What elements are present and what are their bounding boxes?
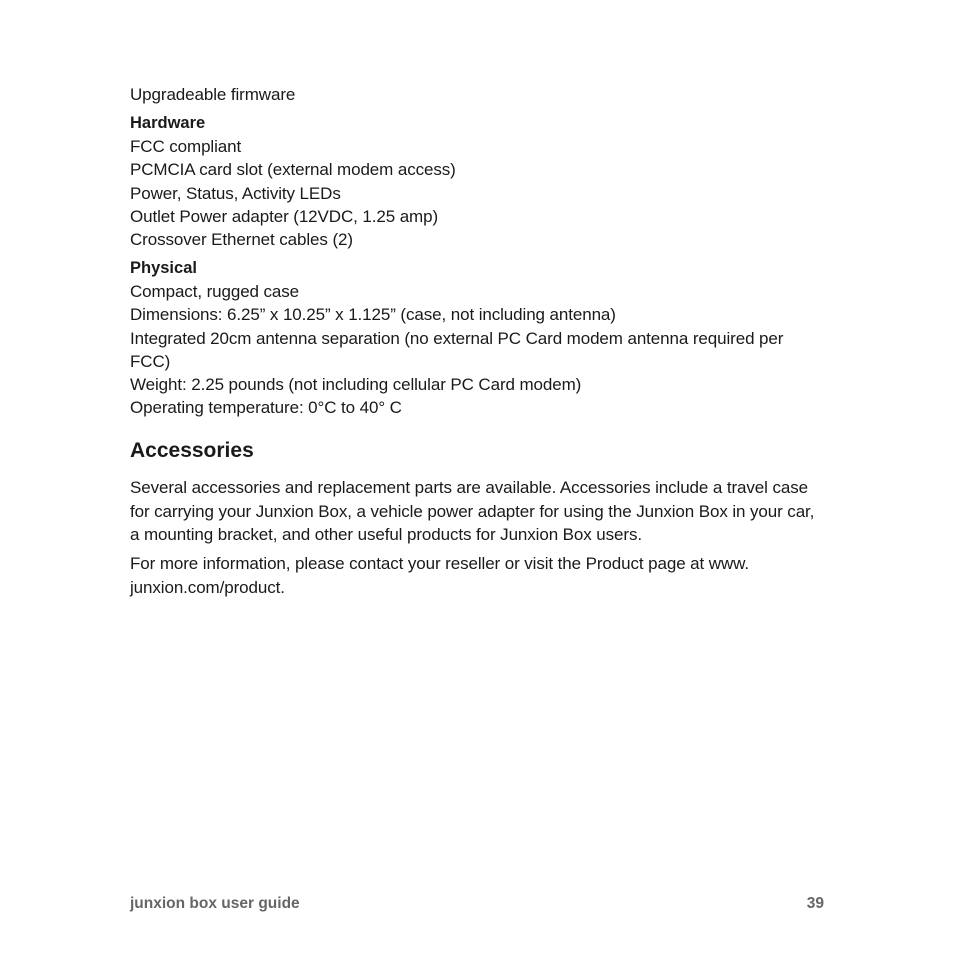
hardware-item: Power, Status, Activity LEDs <box>130 183 341 203</box>
physical-item: Operating temperature: 0°C to 40° C <box>130 398 402 418</box>
footer-page-number: 39 <box>806 895 824 912</box>
physical-item: Compact, rugged case <box>130 282 300 302</box>
page-content <box>130 83 820 605</box>
physical-item: Integrated 20cm antenna separation (no external PC Card modem antenna required per FCC) <box>130 328 784 371</box>
hardware-item: FCC compliant <box>130 137 242 157</box>
physical-item: Weight: 2.25 pounds (not including cellular PC Card modem) <box>130 375 582 395</box>
footer-guide-title: junxion box user guide <box>130 895 300 912</box>
hardware-item: PCMCIA card slot (external modem access) <box>130 160 456 180</box>
accessories-paragraph: For more information, please contact your reseller or visit the Product page at www. junxion.com/product. <box>130 554 749 597</box>
physical-section <box>130 257 820 419</box>
hardware-heading: Hardware <box>130 114 206 133</box>
accessories-heading: Accessories <box>130 439 254 463</box>
hardware-section <box>130 112 820 251</box>
physical-heading: Physical <box>130 259 197 278</box>
accessories-paragraph: Several accessories and replacement parts are available. Accessories include a travel case for carrying your Junxion Box, a vehicle power adapter for using the Junxion Box in your car, a mounting bracket, and other useful products for Junxion Box users. <box>130 478 815 545</box>
intro-line: Upgradeable firmware <box>130 85 296 104</box>
physical-item: Dimensions: 6.25” x 10.25” x 1.125” (case, not including antenna) <box>130 305 616 325</box>
hardware-item: Outlet Power adapter (12VDC, 1.25 amp) <box>130 206 439 226</box>
hardware-item: Crossover Ethernet cables (2) <box>130 230 353 250</box>
page-footer <box>130 895 824 913</box>
